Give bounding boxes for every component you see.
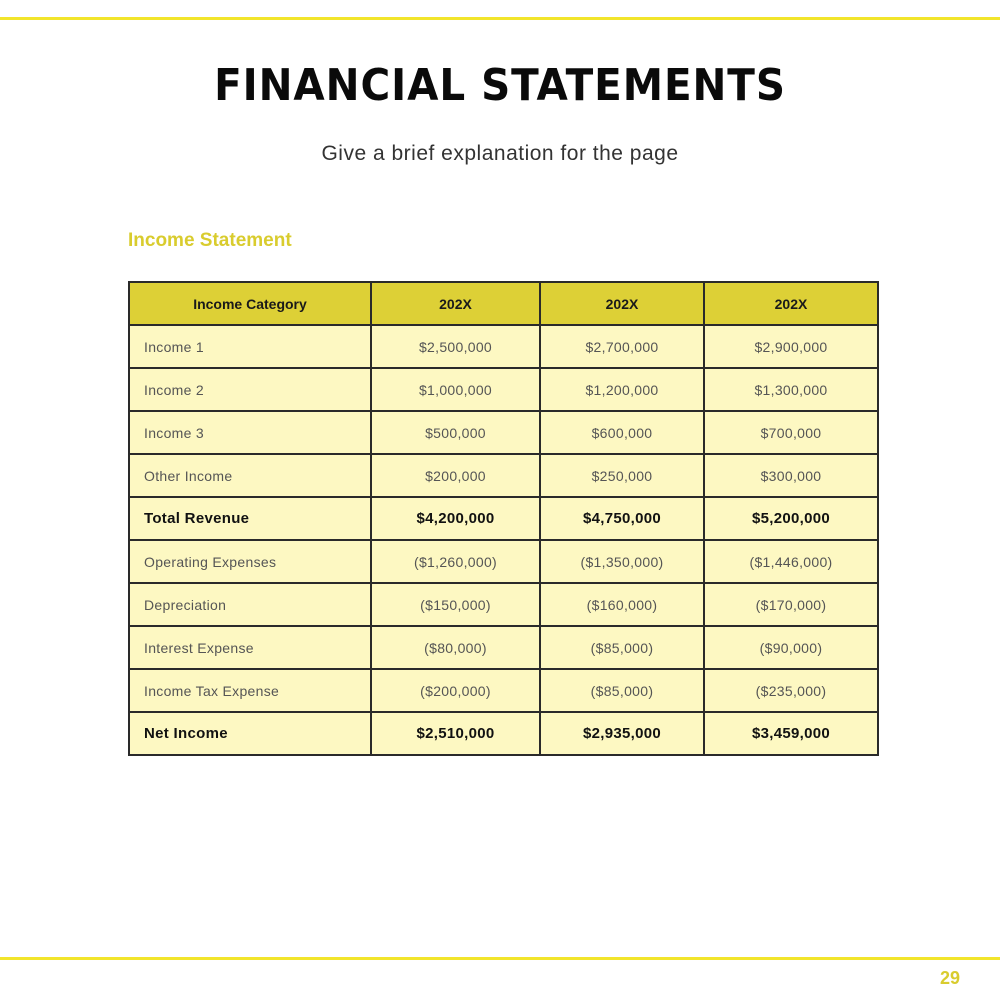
section-heading: Income Statement xyxy=(128,230,292,251)
table-header-cell: Income Category xyxy=(129,282,371,325)
row-value: $500,000 xyxy=(371,411,540,454)
table-header-row xyxy=(129,282,878,325)
table-row xyxy=(129,497,878,540)
row-label: Total Revenue xyxy=(129,497,371,540)
table-row xyxy=(129,325,878,368)
row-value: ($150,000) xyxy=(371,583,540,626)
row-value: $1,200,000 xyxy=(540,368,704,411)
row-value: $2,900,000 xyxy=(704,325,878,368)
row-value: $250,000 xyxy=(540,454,704,497)
table-row xyxy=(129,669,878,712)
row-label: Net Income xyxy=(129,712,371,755)
table-header-cell: 202X xyxy=(371,282,540,325)
row-value: $300,000 xyxy=(704,454,878,497)
row-value: ($1,350,000) xyxy=(540,540,704,583)
row-value: $4,750,000 xyxy=(540,497,704,540)
table-header-cell: 202X xyxy=(704,282,878,325)
table-body xyxy=(129,325,878,755)
page-title: FINANCIAL STATEMENTS xyxy=(214,60,786,111)
row-value: $2,510,000 xyxy=(371,712,540,755)
row-value: $600,000 xyxy=(540,411,704,454)
row-value: ($90,000) xyxy=(704,626,878,669)
table-row xyxy=(129,712,878,755)
row-label: Other Income xyxy=(129,454,371,497)
row-label: Income 1 xyxy=(129,325,371,368)
row-value: ($85,000) xyxy=(540,626,704,669)
row-label: Interest Expense xyxy=(129,626,371,669)
row-value: $700,000 xyxy=(704,411,878,454)
row-label: Income 3 xyxy=(129,411,371,454)
table-row xyxy=(129,454,878,497)
row-value: ($1,446,000) xyxy=(704,540,878,583)
row-label: Operating Expenses xyxy=(129,540,371,583)
row-value: ($80,000) xyxy=(371,626,540,669)
table-row xyxy=(129,540,878,583)
row-value: $2,500,000 xyxy=(371,325,540,368)
table-row xyxy=(129,583,878,626)
row-label: Income 2 xyxy=(129,368,371,411)
row-value: $2,700,000 xyxy=(540,325,704,368)
row-value: ($160,000) xyxy=(540,583,704,626)
row-label: Income Tax Expense xyxy=(129,669,371,712)
row-value: ($85,000) xyxy=(540,669,704,712)
table-row xyxy=(129,626,878,669)
row-value: ($235,000) xyxy=(704,669,878,712)
row-value: $4,200,000 xyxy=(371,497,540,540)
income-statement-table xyxy=(128,281,879,756)
table-row xyxy=(129,411,878,454)
bottom-rule xyxy=(0,957,1000,960)
row-value: ($170,000) xyxy=(704,583,878,626)
row-value: $1,000,000 xyxy=(371,368,540,411)
page-subtitle: Give a brief explanation for the page xyxy=(321,142,679,165)
row-value: $5,200,000 xyxy=(704,497,878,540)
row-value: ($200,000) xyxy=(371,669,540,712)
row-value: $200,000 xyxy=(371,454,540,497)
page-number: 29 xyxy=(939,968,960,988)
row-value: $3,459,000 xyxy=(704,712,878,755)
table-row xyxy=(129,368,878,411)
top-rule xyxy=(0,17,1000,20)
table-header-cell: 202X xyxy=(540,282,704,325)
row-label: Depreciation xyxy=(129,583,371,626)
row-value: $2,935,000 xyxy=(540,712,704,755)
row-value: $1,300,000 xyxy=(704,368,878,411)
row-value: ($1,260,000) xyxy=(371,540,540,583)
